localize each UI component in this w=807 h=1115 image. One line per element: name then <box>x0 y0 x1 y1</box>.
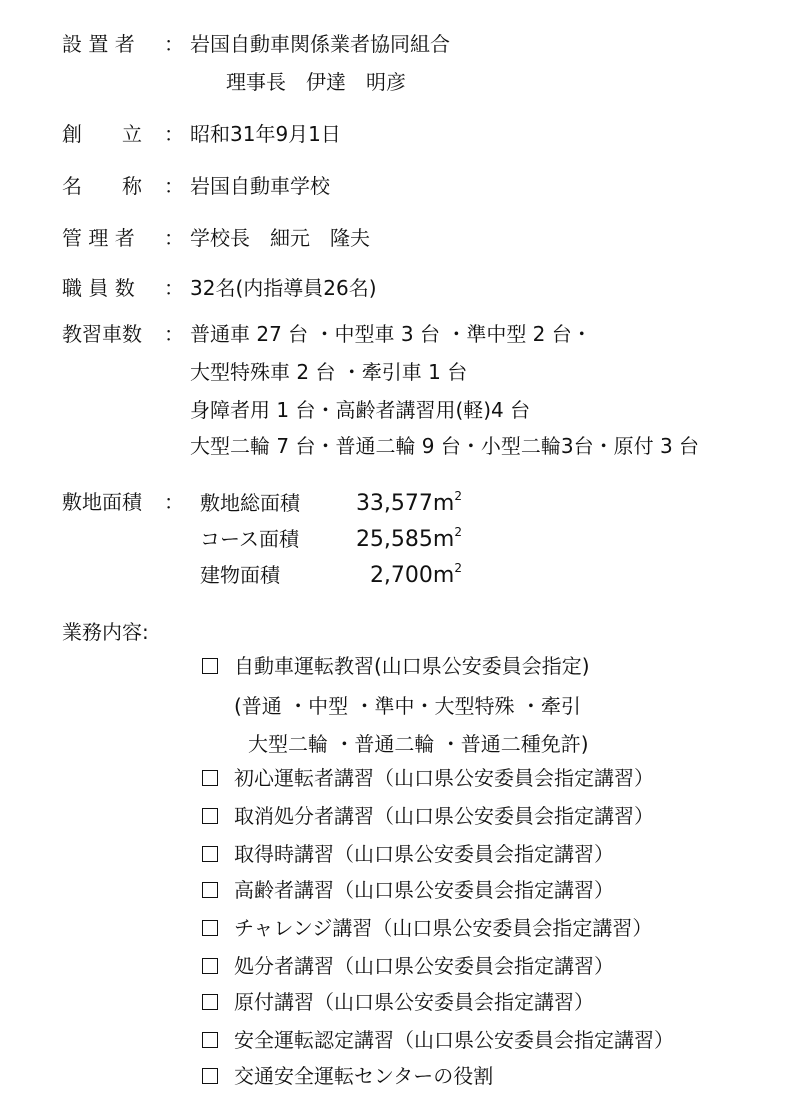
business-item-label: 高齢者講習（山口県公安委員会指定講習） <box>234 878 614 902</box>
checkbox-icon <box>202 882 218 898</box>
setter-representative: 理事長 伊達 明彦 <box>226 70 406 94</box>
business-item <box>202 956 614 976</box>
business-item-label: 自動車運転教習(山口県公安委員会指定) <box>234 654 590 678</box>
business-item-label: 初心運転者講習（山口県公安委員会指定講習） <box>234 766 654 790</box>
land-building-name: 建物面積 <box>200 563 280 587</box>
business-item-driving-course-sub1: (普通 ・中型 ・準中・大型特殊 ・牽引 <box>234 694 581 718</box>
business-item-label: 安全運転認定講習（山口県公安委員会指定講習） <box>234 1028 674 1052</box>
checkbox-icon <box>202 920 218 936</box>
setter-value: 岩国自動車関係業者協同組合 <box>190 32 450 56</box>
checkbox-icon <box>202 1068 218 1084</box>
business-item <box>202 1030 674 1050</box>
vehicles-line-2: 大型特殊車 2 台 ・牽引車 1 台 <box>190 360 468 384</box>
name-colon: ： <box>164 174 184 198</box>
business-label: 業務内容: <box>62 620 149 644</box>
business-item-label: 交通安全運転センターの役割 <box>234 1064 494 1088</box>
checkbox-icon <box>202 770 218 786</box>
vehicles-colon: ： <box>164 322 184 346</box>
checkbox-icon <box>202 1032 218 1048</box>
business-item <box>202 880 614 900</box>
land-building-value: $2,700m^2$ <box>369 561 462 588</box>
staff-label: 職 員 数 <box>62 276 135 300</box>
business-item-label: 原付講習（山口県公安委員会指定講習） <box>234 990 594 1014</box>
business-item-label: 取得時講習（山口県公安委員会指定講習） <box>234 842 614 866</box>
checkbox-icon <box>202 994 218 1010</box>
manager-value: 学校長 細元 隆夫 <box>190 226 370 250</box>
land-course-area <box>200 526 462 551</box>
business-item <box>202 844 614 864</box>
vehicles-line-4: 大型二輪 7 台・普通二輪 9 台・小型二輪3台・原付 3 台 <box>190 434 700 458</box>
land-label: 敷地面積 <box>62 490 142 514</box>
business-item-driving-course-sub2: 大型二輪 ・普通二輪 ・普通二種免許) <box>248 732 589 756</box>
checkbox-icon <box>202 658 218 674</box>
land-course-value: $25,585m^2$ <box>355 525 462 552</box>
business-item-driving-course <box>202 656 590 676</box>
checkbox-icon <box>202 958 218 974</box>
staff-value: 32名(内指導員26名) <box>190 276 377 300</box>
land-building-area <box>200 562 462 587</box>
land-colon: ： <box>164 490 184 514</box>
manager-label: 管 理 者 <box>62 226 135 250</box>
founded-value: 昭和31年9月1日 <box>190 122 341 146</box>
business-item-label: 処分者講習（山口県公安委員会指定講習） <box>234 954 614 978</box>
name-label: 名 称 <box>62 174 142 198</box>
land-course-name: コース面積 <box>200 527 299 551</box>
land-total-value: $33,577m^2$ <box>355 489 462 516</box>
business-item-label: 取消処分者講習（山口県公安委員会指定講習） <box>234 804 654 828</box>
business-item <box>202 918 652 938</box>
founded-label: 創 立 <box>62 122 142 146</box>
setter-label: 設 置 者 <box>62 32 135 56</box>
staff-colon: ： <box>164 276 184 300</box>
vehicles-line-1: 普通車 27 台 ・中型車 3 台 ・準中型 2 台・ <box>190 322 592 346</box>
checkbox-icon <box>202 808 218 824</box>
business-item <box>202 1066 493 1086</box>
business-item <box>202 768 654 788</box>
land-total-name: 敷地総面積 <box>200 491 300 515</box>
vehicles-label: 教習車数 <box>62 322 142 346</box>
business-item <box>202 992 594 1012</box>
checkbox-icon <box>202 846 218 862</box>
founded-colon: ： <box>164 122 184 146</box>
land-total-area <box>200 490 462 515</box>
business-item <box>202 806 654 826</box>
vehicles-line-3: 身障者用 1 台・高齢者講習用(軽)4 台 <box>190 398 531 422</box>
business-item-label: チャレンジ講習（山口県公安委員会指定講習） <box>234 916 653 940</box>
name-value: 岩国自動車学校 <box>190 174 330 198</box>
setter-colon: ： <box>164 32 184 56</box>
manager-colon: ： <box>164 226 184 250</box>
